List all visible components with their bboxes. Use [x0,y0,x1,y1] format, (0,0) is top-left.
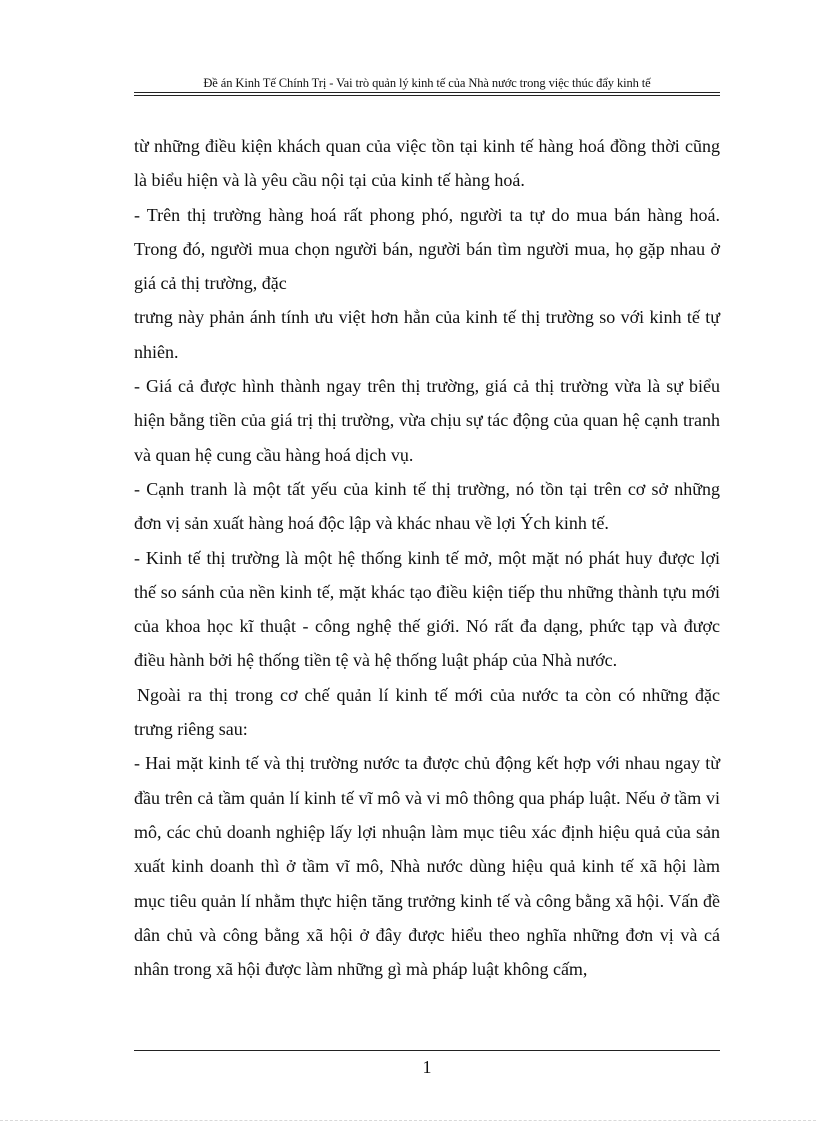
page-number: 1 [422,1057,432,1077]
running-header: Đề án Kinh Tế Chính Trị - Vai trò quản lý kinh tế của Nhà nước trong việc thúc đẩy kinh tế [203,76,651,90]
page-edge-divider [0,1120,816,1121]
paragraph: - Cạnh tranh là một tất yếu của kinh tế thị trường, nó tồn tại trên cơ sở những đơn vị sản xuất hàng hoá độc lập và khác nhau về lợi Ých kinh tế. [134,478,720,534]
paragraph: - Giá cả được hình thành ngay trên thị trường, giá cả thị trường vừa là sự biểu hiện bằng tiền của giá trị thị trường, vừa chịu sự tác động của quan hệ cạnh tranh và quan hệ cung cầu hàng hoá dịch vụ. [134,376,720,465]
header-rule-thick [134,95,720,96]
paragraph: Ngoài ra thị trong cơ chế quản lí kinh tế mới của nước ta còn có những đặc trưng riêng sau: [134,684,720,740]
body-text [134,129,720,986]
paragraph: - Trên thị trường hàng hoá rất phong phó, người ta tự do mua bán hàng hoá. Trong đó, người mua chọn người bán, người bán tìm người mua, họ gặp nhau ở giá cả thị trường, đặc [134,204,720,294]
paragraph: trưng này phản ánh tính ưu việt hơn hẳn của kinh tế thị trường so với kinh tế tự nhiên. [134,307,720,362]
header-rule-thin [134,92,720,93]
paragraph: từ những điều kiện khách quan của việc tồn tại kinh tế hàng hoá đồng thời cũng là biểu hiện và là yêu cầu nội tại của kinh tế hàng hoá. [134,136,720,191]
footer-rule [134,1050,720,1051]
paragraph: - Hai mặt kinh tế và thị trường nước ta được chủ động kết hợp với nhau ngay từ đầu trên cả tầm quản lí kinh tế vĩ mô và vi mô thông qua pháp luật. Nếu ở tầm vi mô, các chủ doanh nghiệp lấy lợi nhuận làm mục tiêu xác định hiệu quả của sản xuất kinh doanh thì ở tầm vĩ mô, Nhà nước dùng hiệu quả kinh tế xã hội làm mục tiêu quản lí nhằm thực hiện tăng trưởng kinh tế và công bằng xã hội. Vấn đề dân chủ và công bằng xã hội ở đây được hiểu theo nghĩa những đơn vị và cá nhân trong xã hội được làm những gì mà pháp luật không cấm, [134,753,720,980]
paragraph: - Kinh tế thị trường là một hệ thống kinh tế mở, một mặt nó phát huy được lợi thế so sánh của nền kinh tế, mặt khác tạo điều kiện tiếp thu những thành tựu mới của khoa học kĩ thuật - công nghệ thế giới. Nó rất đa dạng, phức tạp và được điều hành bởi hệ thống tiền tệ và hệ thống luật pháp của Nhà nước. [134,547,720,671]
